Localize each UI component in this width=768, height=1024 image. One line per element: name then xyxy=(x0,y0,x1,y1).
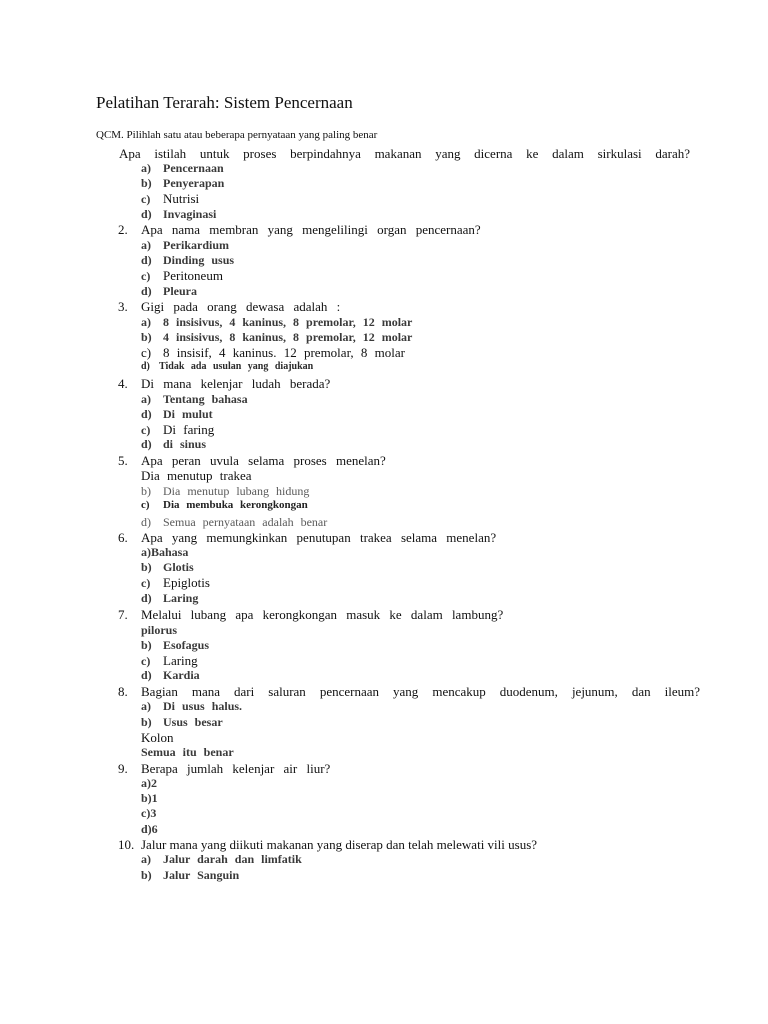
option-9b xyxy=(141,791,158,806)
option-letter: a) xyxy=(141,238,151,252)
option-letter: c) xyxy=(141,576,151,590)
option-8c xyxy=(141,730,174,746)
option-text: d)6 xyxy=(141,822,158,836)
option-4d xyxy=(141,437,206,452)
option-7c xyxy=(141,653,198,669)
option-7a xyxy=(141,623,177,638)
option-4c xyxy=(141,422,214,438)
question-number: 2. xyxy=(118,222,128,237)
option-text: b)1 xyxy=(141,791,158,805)
option-text: Dia menutup lubang hidung xyxy=(163,484,310,498)
option-text: a)Bahasa xyxy=(141,545,189,559)
option-8a xyxy=(141,699,242,714)
option-text: Jalur Sanguin xyxy=(163,868,240,882)
option-text: Nutrisi xyxy=(163,191,200,206)
question-number: 7. xyxy=(118,607,128,622)
question-9 xyxy=(118,761,330,777)
option-8d xyxy=(141,745,234,760)
option-4a xyxy=(141,392,248,407)
option-text: Epiglotis xyxy=(163,575,210,590)
instruction-text: QCM. Pilihlah satu atau beberapa pernyataan yang paling benar xyxy=(96,129,378,141)
option-text: Tentang bahasa xyxy=(163,392,248,406)
option-text: c)3 xyxy=(141,806,157,820)
option-text: Semua pernyataan adalah benar xyxy=(163,515,328,529)
option-text: Pencernaan xyxy=(163,161,224,175)
question-text: Jalur mana yang diikuti makanan yang diserap dan telah melewati vili usus? xyxy=(141,837,538,852)
option-text: Kardia xyxy=(163,668,200,682)
option-text: Dia menutup trakea xyxy=(141,468,252,483)
option-text: Semua itu benar xyxy=(141,745,234,759)
option-text: Pleura xyxy=(163,284,197,298)
option-letter: d) xyxy=(141,253,152,267)
question-text: Apa peran uvula selama proses menelan? xyxy=(141,453,386,468)
question-number: 3. xyxy=(118,299,128,314)
option-1a xyxy=(141,161,224,176)
page-title: Pelatihan Terarah: Sistem Pencernaan xyxy=(96,93,353,112)
question-number: 9. xyxy=(118,761,128,776)
option-5a xyxy=(141,468,252,484)
question-5 xyxy=(118,453,386,469)
option-9a xyxy=(141,776,157,791)
option-letter: b) xyxy=(141,868,152,882)
option-text: di sinus xyxy=(163,437,207,451)
option-letter: c) xyxy=(141,192,151,206)
option-1c xyxy=(141,191,199,207)
question-text: Melalui lubang apa kerongkongan masuk ke dalam lambung? xyxy=(141,607,504,622)
question-number: 10. xyxy=(118,837,135,852)
option-text: 8 insisivus, 4 kaninus, 8 premolar, 12 molar xyxy=(163,315,413,329)
question-2 xyxy=(118,222,481,238)
option-5c xyxy=(141,499,308,511)
option-letter: c) xyxy=(141,423,151,437)
question-number: 5. xyxy=(118,453,128,468)
option-text: Peritoneum xyxy=(163,268,223,283)
option-text: Di usus halus. xyxy=(163,699,243,713)
option-letter: c) xyxy=(141,345,152,360)
question-8 xyxy=(118,684,700,700)
option-5b xyxy=(141,484,309,499)
option-3a xyxy=(141,315,412,330)
option-2a xyxy=(141,238,229,253)
option-7d xyxy=(141,668,200,683)
option-letter: d) xyxy=(141,284,152,298)
question-7 xyxy=(118,607,503,623)
question-10 xyxy=(118,837,537,853)
option-letter: a) xyxy=(141,852,151,866)
option-6c xyxy=(141,575,210,591)
option-2c xyxy=(141,268,223,284)
option-text: Di faring xyxy=(163,422,215,437)
option-letter: b) xyxy=(141,330,152,344)
option-letter: a) xyxy=(141,161,151,175)
question-number: 6. xyxy=(118,530,128,545)
option-7b xyxy=(141,638,209,653)
option-10a xyxy=(141,852,302,867)
question-4 xyxy=(118,376,330,392)
option-text: Di mulut xyxy=(163,407,213,421)
option-6b xyxy=(141,560,194,575)
option-text: Usus besar xyxy=(163,715,223,729)
option-letter: d) xyxy=(141,437,152,451)
option-letter: b) xyxy=(141,638,152,652)
option-letter: d) xyxy=(141,591,152,605)
option-letter: d) xyxy=(141,207,152,221)
option-letter: a) xyxy=(141,315,151,329)
option-9c xyxy=(141,806,156,821)
option-3d xyxy=(141,361,313,372)
option-1b xyxy=(141,176,224,191)
option-text: Invaginasi xyxy=(163,207,217,221)
option-5d xyxy=(141,515,327,530)
option-letter: d) xyxy=(141,407,152,421)
option-letter: a) xyxy=(141,392,151,406)
question-3 xyxy=(118,299,340,315)
option-2d xyxy=(141,284,197,299)
option-6d xyxy=(141,591,198,606)
question-number: 4. xyxy=(118,376,128,391)
option-text: Dinding usus xyxy=(163,253,235,267)
option-text: Perikardium xyxy=(163,238,229,252)
option-10b xyxy=(141,868,239,883)
option-text: pilorus xyxy=(141,623,178,637)
option-3c xyxy=(141,345,405,361)
option-3b xyxy=(141,330,412,345)
option-letter: d) xyxy=(141,361,150,372)
question-text: Di mana kelenjar ludah berada? xyxy=(141,376,331,391)
option-text: Esofagus xyxy=(163,638,210,652)
option-text: 8 insisif, 4 kaninus. 12 premolar, 8 molar xyxy=(163,345,405,360)
option-text: Kolon xyxy=(141,730,174,745)
option-text: Laring xyxy=(163,591,199,605)
option-2b xyxy=(141,253,234,268)
option-letter: d) xyxy=(141,515,151,529)
option-text: a)2 xyxy=(141,776,157,790)
option-text: Glotis xyxy=(163,560,194,574)
option-text: Laring xyxy=(163,653,198,668)
option-letter: b) xyxy=(141,560,152,574)
option-letter: c) xyxy=(141,499,150,511)
question-text: Berapa jumlah kelenjar air liur? xyxy=(141,761,331,776)
option-letter: b) xyxy=(141,715,152,729)
option-text: Dia membuka kerongkongan xyxy=(163,499,308,511)
question-text: Apa istilah untuk proses berpindahnya makanan yang dicerna ke dalam sirkulasi darah? xyxy=(119,146,690,161)
option-6a xyxy=(141,545,188,560)
question-6 xyxy=(118,530,496,546)
option-letter: b) xyxy=(141,484,151,498)
option-text: Penyerapan xyxy=(163,176,225,190)
option-9d xyxy=(141,822,158,837)
option-1d xyxy=(141,207,216,222)
question-text: Gigi pada orang dewasa adalah : xyxy=(141,299,341,314)
option-letter: a) xyxy=(141,699,151,713)
option-4b xyxy=(141,407,213,422)
option-letter: c) xyxy=(141,654,151,668)
question-1 xyxy=(119,146,690,162)
question-text: Apa nama membran yang mengelilingi organ pencernaan? xyxy=(141,222,481,237)
question-text: Bagian mana dari saluran pencernaan yang mencakup duodenum, jejunum, dan ileum? xyxy=(141,684,700,699)
option-letter: d) xyxy=(141,668,152,682)
option-text: Tidak ada usulan yang diajukan xyxy=(159,361,314,372)
option-letter: c) xyxy=(141,269,151,283)
option-text: 4 insisivus, 8 kaninus, 8 premolar, 12 molar xyxy=(163,330,413,344)
question-number: 8. xyxy=(118,684,128,699)
option-text: Jalur darah dan limfatik xyxy=(163,852,302,866)
option-8b xyxy=(141,715,223,730)
option-letter: b) xyxy=(141,176,152,190)
question-text: Apa yang memungkinkan penutupan trakea selama menelan? xyxy=(141,530,497,545)
